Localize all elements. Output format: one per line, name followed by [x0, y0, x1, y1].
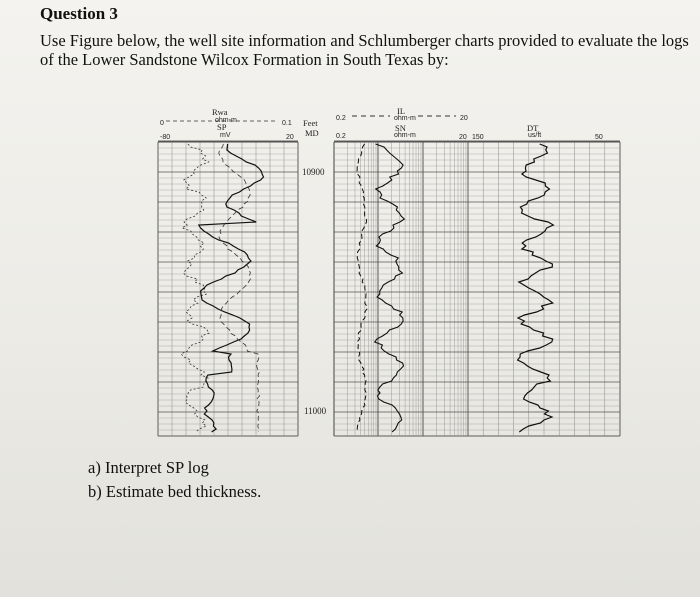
rwa-scale-left: 0 [160, 120, 164, 127]
task-b-marker: b) [88, 482, 102, 501]
rwa-scale-right: 0.1 [282, 120, 292, 127]
sp-curve [199, 144, 264, 432]
task-list [88, 456, 261, 504]
il-scale-right: 20 [460, 115, 468, 122]
il-scale-left: 0.2 [336, 115, 346, 122]
dt-curve [518, 144, 554, 432]
depth-header-feet: Feet [303, 118, 318, 128]
il-unit: ohm-m [394, 115, 416, 122]
question-text: Use Figure below, the well site information and Schlumberger charts provided to evaluate the logs of the Lower Sandstone Wilcox Formation in South Texas by: [40, 31, 689, 69]
sn-scale-right: 20 [459, 134, 467, 141]
task-a [88, 456, 261, 480]
depth-header-md: MD [305, 128, 319, 138]
il-curve [357, 144, 367, 432]
task-b-text: Estimate bed thickness. [105, 482, 262, 501]
dt-unit: us/ft [528, 132, 542, 139]
well-log-figure [150, 104, 630, 444]
dt-scale-left: 150 [472, 134, 484, 141]
sp-label: SP [217, 122, 227, 132]
task-b [88, 480, 261, 504]
task-a-text: Interpret SP log [104, 458, 209, 477]
dt-label: DT [527, 123, 539, 133]
sp-scale-right: 20 [286, 134, 294, 141]
well-log-svg [150, 104, 630, 444]
il-label: IL [397, 106, 406, 116]
sn-unit: ohm-m [394, 132, 416, 139]
rwa-curve [181, 144, 209, 432]
rwa-label: Rwa [212, 107, 228, 117]
sp-unit: mV [220, 132, 231, 139]
sp-scale-left: -80 [160, 134, 171, 141]
sn-label: SN [395, 123, 406, 133]
depth-10900: 10900 [302, 167, 325, 177]
task-a-marker: a) [88, 458, 101, 477]
question-title: Question 3 [40, 4, 118, 23]
rwa-unit: ohm-m [215, 117, 237, 124]
sp-curve-secondary [219, 144, 260, 432]
sn-curve [375, 144, 405, 432]
depth-11000: 11000 [304, 406, 327, 416]
sn-scale-left: 0.2 [336, 133, 346, 140]
dt-scale-right: 50 [595, 134, 603, 141]
